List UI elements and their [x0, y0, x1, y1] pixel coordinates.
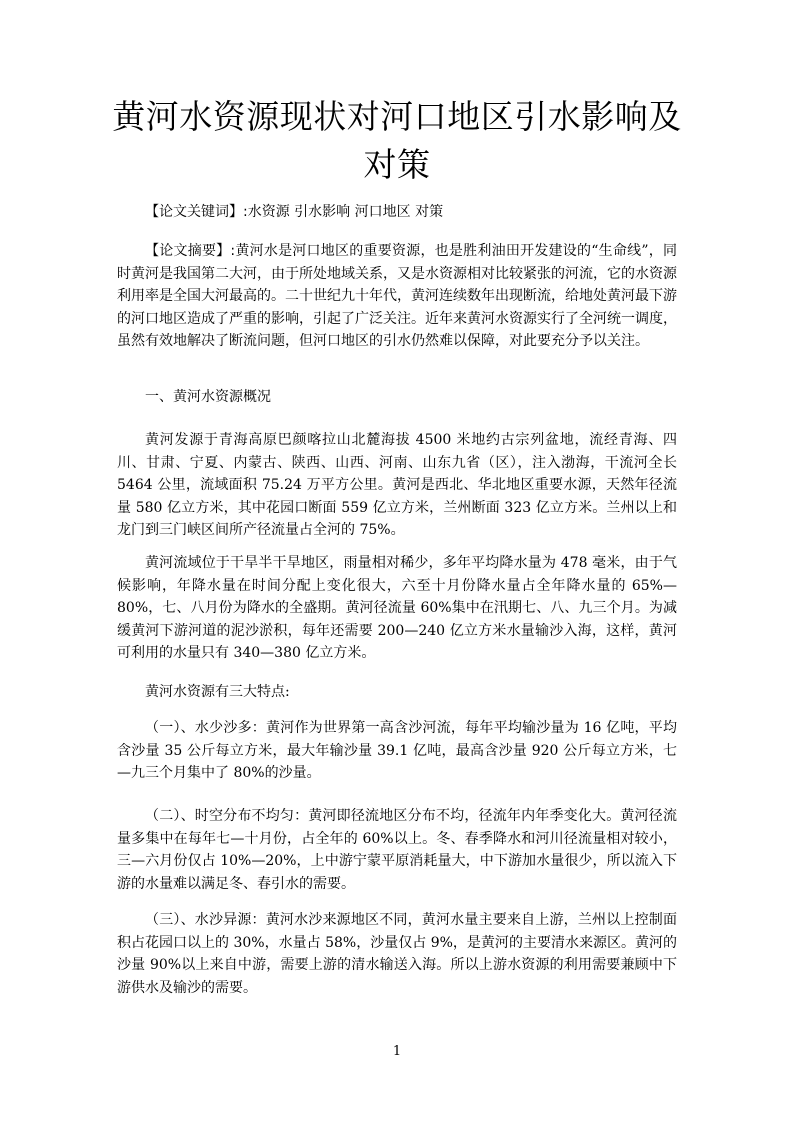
page-number: 1: [392, 1044, 402, 1059]
body-paragraph-6: （三）、水沙异源：黄河水沙来源地区不同，黄河水量主要来自上游，兰州以上控制面积占花园口以上的 30%，水量占 58%，沙量仅占 9%，是黄河的主要清水来源区。黄河的沙量 90%以上来自中游，需要上游的清水输送入海。所以上游水资源的利用需要兼顾中下游供水及输沙的需要。: [117, 912, 677, 996]
body-paragraph-5: （二）、时空分布不均匀：黄河即径流地区分布不均，径流年内年季变化大。黄河径流量多集中在每年七—十月份，占全年的 60%以上。冬、春季降水和河川径流量相对较小，三—六月份仅占 10%—20%，上中游宁蒙平原消耗量大，中下游加水量很少，所以流入下游的水量难以满足冬、春引水的需要。: [117, 808, 677, 892]
keywords-text: 水资源 引水影响 河口地区 对策: [247, 204, 444, 220]
abstract-label: 【论文摘要】:: [145, 243, 236, 259]
section-heading: 一、黄河水资源概况: [145, 389, 271, 405]
body-paragraph-2: 黄河流域位于干旱半干旱地区，雨量相对稀少，多年平均降水量为 478 毫米，由于气候影响，年降水量在时间分配上变化很大，六至十月份降水量占全年降水量的 65%—80%，七、八月份为降水的全盛期。黄河径流量 60%集中在汛期七、八、九三个月。为减缓黄河下游河道的泥沙淤积，每年还需要 200—240 亿立方米水量输沙入海，这样，黄河可利用的水量只有 340—380 亿立方米。: [117, 555, 677, 662]
paper-title: 黄河水资源现状对河口地区引水影响及对策: [112, 97, 682, 184]
keywords-label: 【论文关键词】:: [145, 204, 248, 220]
abstract-paragraph: [117, 240, 677, 353]
body-paragraph-1: 黄河发源于青海高原巴颜喀拉山北麓海拔 4500 米地约古宗列盆地，流经青海、四川、甘肃、宁夏、内蒙古、陕西、山西、河南、山东九省（区），注入渤海，干流河全长 5464 公里，流域面积 75.24 万平方公里。黄河是西北、华北地区重要水源，天然年径流量 580 亿立方米，其中花园口断面 559 亿立方米，兰州断面 323 亿立方米。兰州以上和龙门到三门峡区间所产径流量占全河的 75%。: [117, 432, 677, 539]
abstract-text: 黄河水是河口地区的重要资源，也是胜利油田开发建设的“生命线”，同时黄河是我国第二大河，由于所处地域关系，又是水资源相对比较紧张的河流，它的水资源利用率是全国大河最高的。二十世纪九十年代，黄河连续数年出现断流，给地处黄河最下游的河口地区造成了严重的影响，引起了广泛关注。近年来黄河水资源实行了全河统一调度，虽然有效地解决了断流问题，但河口地区的引水仍然难以保障，对此要充分予以关注。: [117, 243, 677, 350]
body-paragraph-3: 黄河水资源有三大特点:: [145, 684, 290, 700]
keywords-line: [117, 201, 677, 224]
body-paragraph-4: （一）、水少沙多：黄河作为世界第一高含沙河流，每年平均输沙量为 16 亿吨，平均含沙量 35 公斤每立方米，最大年输沙量 39.1 亿吨，最高含沙量 920 公斤每立方米，七—九三个月集中了 80%的沙量。: [117, 720, 677, 782]
